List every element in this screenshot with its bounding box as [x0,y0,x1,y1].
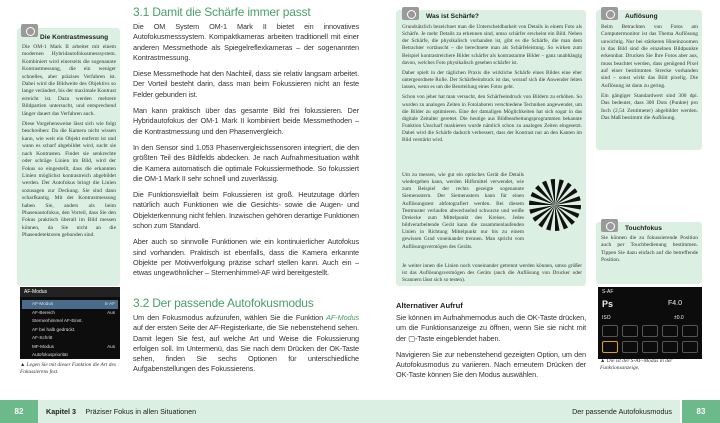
body-paragraph: Sie können im Aufnahmemodus auch die OK-Taste drücken, um die Funktionsanzeige zu öffnen, wenn Sie sie nicht mit der ▢-Taste eingeblendet haben. [396,313,586,343]
menu-header-label: AF-Modus [24,289,48,295]
info-box-paragraph: Schon von jeher hat man versucht, den Schärfeeindruck von Bildern zu erhöhen. So wurden zu analogen Zeiten in Fotolaboren verschiedene Techniken angewendet, um die Bilder zu optimieren. Eine der damaligen Möglichkeiten hat sich sogar in das digitale Zeitalter gerettet. Die heutige aus Bildbearbeitungsprogrammen bekannte Funktion Unscharf maskieren wurde nämlich schon zu analogen Zeiten eingesetzt. Dabei wird die Schärfe dadurch verbessert, dass der Kontrast nur an den Kanten im Bild verstärkt wird. [402,94,582,144]
lcd-cell[interactable] [622,325,638,337]
info-box-text [601,24,698,125]
info-box-title: Was ist Schärfe? [426,13,479,20]
footer-right [360,400,680,423]
info-box-paragraph: Grundsätzlich bezeichnet man die Unterscheidbarkeit von Details in einem Foto als Schärfe. Je mehr Details zu erkennen sind, umso schärfer erscheint ein Bild. Neben der Schärfe, die physikalisch vorhanden ist, gibt es die Schärfe, die man dem Betrachter vortäuscht – die berechnete man als Schärfeleistung. So wirken zum Beispiel kontrastreichere Bilder schärfer als kontrastarme Bilder – ganz unabhängig davon, welches Foto physikalisch gesehen schärfer ist. [402,24,582,66]
menu-row-af-modus[interactable]: AF-Modus S-AF [22,300,118,309]
body-paragraph: Die OM System OM-1 Mark II bietet ein innovatives Autofokusmesssystem. Kompaktkameras arbeiten traditionell mit einer anderen Messmethode als Spiegelreflexkameras – der sogenannten Kontrastmessung. [133,22,359,62]
menu-header [20,287,120,297]
lcd-cell[interactable] [642,341,658,353]
lcd-exposure: ±0.0 [674,315,684,321]
footer-section-title: Der passende Autofokusmodus [572,407,672,416]
info-box-text [402,172,524,254]
body-paragraph: Um den Fokusmodus aufzurufen, wählen Sie die Funktion AF-Modus auf der ersten Seite der AF-Registerkarte, die Sie nebenstehend sehen. Damit legen Sie fest, auf welche Art und Weise die Fokussierung erfolgen soll. Im Untermenü, das Sie nach dem Drücken der OK-Taste sehen, finden Sie sechs Optionen für unterschiedliche Aufgabenstellungen des Fokussierens. [133,313,359,374]
camera-icon [601,7,618,20]
lcd-cell[interactable] [682,325,698,337]
subheading-alternativer-aufruf: Alternativer Aufruf [396,301,463,310]
menu-row[interactable]: AF bei halb gedrückt. [32,326,76,332]
info-box-title: Auflösung [625,13,658,20]
lcd-cell[interactable] [602,325,618,337]
menu-caption: ▲ Legen Sie mit dieser Funktion die Art des Fokussierens fest. [20,362,116,375]
section-3-1-body [133,22,359,285]
siemens-star-icon [529,179,581,231]
star-wedge [555,205,575,225]
footer-left [38,400,360,423]
lcd-cell[interactable] [662,341,678,353]
lcd-aperture: F4.0 [668,300,683,307]
alt-body [396,313,586,387]
lcd-cell[interactable] [622,341,638,353]
info-box-text [22,44,116,243]
section-title-3-1: 3.1 Damit die Schärfe immer passt [133,5,311,19]
menu-row[interactable]: Autofokuspriorität [32,352,68,357]
info-box-title: Touchfokus [625,225,662,232]
lcd-cell[interactable] [682,341,698,353]
menu-row[interactable]: AF-Bereich Aus [32,309,115,315]
lcd-top-label: S-AF [602,289,614,295]
page-number-right: 83 [682,400,720,423]
footer-chapter: Kapitel 3 [46,407,76,416]
info-box-paragraph: Beim Betrachten von Fotos am Computermonitor ist das Thema Auflösung unwichtig. Nur bei stärkeren Hineinzoomen in das Bild sind die einzelnen Bildpunkte erkennbar. Drucken Sie Ihre Fotos aber aus, muss beachtet werden, dass genügend Pixel auf einer bestimmten Strecke vorhanden sind – sonst wirkt das Bild pixelig. Die Auflösung ist dann zu gering. [601,24,698,89]
footer-chapter-title: Präziser Fokus in allen Situationen [85,407,197,416]
function-display-caption: ▲ Die ist der S-AF-Modus in der Funktionsanzeige. [600,358,673,371]
function-display-screenshot [598,287,702,359]
lcd-cell-saf-selected[interactable] [602,341,618,353]
menu-row[interactable]: Sternenhimmel AF-Einst. [32,318,83,323]
af-menu-screenshot [20,287,120,359]
section-title-3-2: 3.2 Der passende Autofokusmodus [133,296,314,310]
body-paragraph: Diese Messmethode hat den Nachteil, dass sie relativ langsam arbeitet. Der Vorteil besteht darin, dass man beim Fokussieren nicht an feste Felder gebunden ist. [133,69,359,99]
info-box-paragraph: Daher spielt in der täglichen Praxis die wirkliche Schärfe eines Bildes eine eher untergeordnete Rolle. Der Schärfeeindruck ist das, worauf sich die Anwender leiten lassen, wenn es um die Beurteilung eines Fotos geht. [402,69,582,91]
info-box-text: Sie können die zu fokussierende Position auch per Touchbedienung bestimmen. Tippen Sie dazu einfach auf die betreffende Position. [601,235,698,264]
lcd-cell[interactable] [642,325,658,337]
camera-icon [601,219,618,232]
lcd-cell[interactable] [662,325,678,337]
page-number-left: 82 [0,400,38,423]
body-paragraph: Aber auch so sinnvolle Funktionen wie ein kontinuierlicher Autofokus sind vorhanden. Praktisch ist ebenfalls, dass die Kamera erkannte Objekte per Motivverfolgung präzise scharf stellen kann. Auch ein – etwas ungewöhnlicher – Sternenhimmel-AF wird bereitgestellt. [133,237,359,278]
section-3-2-body [133,313,359,381]
body-paragraph: In den Sensor sind 1.053 Phasenvergleichssensoren integriert, die den größten Teil des Bildfelds abdecken. Je nach Aufnahmesituation wählt die Kamera automatisch die optimale Fokussiermethode. So fokussiert die OM-1 Mark II sehr schnell und zuverlässig. [133,142,359,183]
siemens-star-image [528,178,582,232]
info-box-paragraph: Die OM-1 Mark II arbeitet mit einem modernen Hybridautofokusmesssystem. Kombiniert wird einerseits die sogenannte Kontrastmessung, die ein weniger schnelles, aber präzises Verfahren ist. Dabei wird die Bildweite des Objektivs so lange verändert, bis der maximale Kontrast erreicht ist. Dazu werden mehrere Bildpartien untersucht, und entsprechend länger dauert das Verfahren auch. [22,44,116,117]
body-paragraph: Man kann praktisch über das gesamte Bild frei fokussieren. Der Hybridautofokus der OM-1 Mark II kombiniert beide Messmethoden – die Kontrastmessung und den Phasenvergleich. [133,106,359,136]
menu-row[interactable]: AF-Schritt [32,335,53,340]
info-box-paragraph: Diese Vorgehensweise lässt sich wie folgt beschreiben: Da die Kamera nicht wissen kann, wie weit ein Objekt entfernt ist und wann es scharf abgebildet wird, sucht sie nach Kontrasten. Findet sie senkrechte oder schräge Linien im Bild, wird der Fokus so eingestellt, dass die erkannten Linien möglichst kontrastreich abgebildet werden. Der Autofokus bringt die Linien sozusagen zur Deckung. Sie sind dann scharfkantig. Mit der Kontrastmessung haben Sie, anders als beim Phasenautofokus, den Vorteil, dass Sie den Fokus praktisch überall im Bild messen können, da Sie nicht an die Phasendetektoren gebunden sind. [22,121,116,239]
info-box-paragraph: Ein gängiger Standardwert sind 300 dpi. Das bedeutet, dass 300 Dots (Punkte) pro Inch (2,54 Zentimeter) abgebildet werden. Das Maß bestimmt die Auflösung. [601,93,698,122]
star-wedge [535,185,555,205]
camera-icon [21,24,38,37]
info-box-paragraph: Je weiter innen die Linien noch voneinander getrennt werden können, umso größer ist das Auflösungsvermögen des Geräts (auch die Auflösung von Drucker oder Scannern lässt sich so testen). [402,263,582,284]
lcd-mode: Ps [602,299,614,309]
camera-icon [402,7,419,20]
body-paragraph: Die Funktionsvielfalt beim Fokussieren ist groß. Heutzutage dürfen natürlich auch Funktionen wie die Gesichts- sowie die Augen- und Objekterkennung nicht fehlen. Inzwischen gehören derartige Funktionen schon zum Standard. [133,190,359,231]
menu-row[interactable]: MF-Modus Aus [32,343,115,349]
lcd-iso: ISO [602,315,611,321]
body-paragraph: Navigieren Sie zur nebenstehend gezeigten Option, um den Autofokusmodus zu variieren. Nach erneutem Drücken der OK-Taste können Sie den Modus auswählen. [396,349,586,380]
info-box-title: Die Kontrastmessung [40,34,109,41]
info-box-text [402,24,582,148]
info-box-text [402,263,582,287]
info-box-paragraph: Um zu messen, wie gut ein optisches Gerät die Details wiedergeben kann, werden Hilfsmittel verwendet, wie zum Beispiel der rechts gezeigte sogenannte Siemensstern. Der Siemensstern kann für einen Auflösungstest abfotografiert werden. Bei diesem Testmuster verlaufen abwechselnd schwarze und weiße Dreiecke zum Mittelpunkt des Kreises. Jedes bildverarbeitende Gerät kann die zusammenlaufenden Linien in Richtung Mittelpunkt nur bis zu einem gewissen Grad voneinander trennen. Man spricht vom Auflösungsvermögen des Geräts. [402,172,524,250]
